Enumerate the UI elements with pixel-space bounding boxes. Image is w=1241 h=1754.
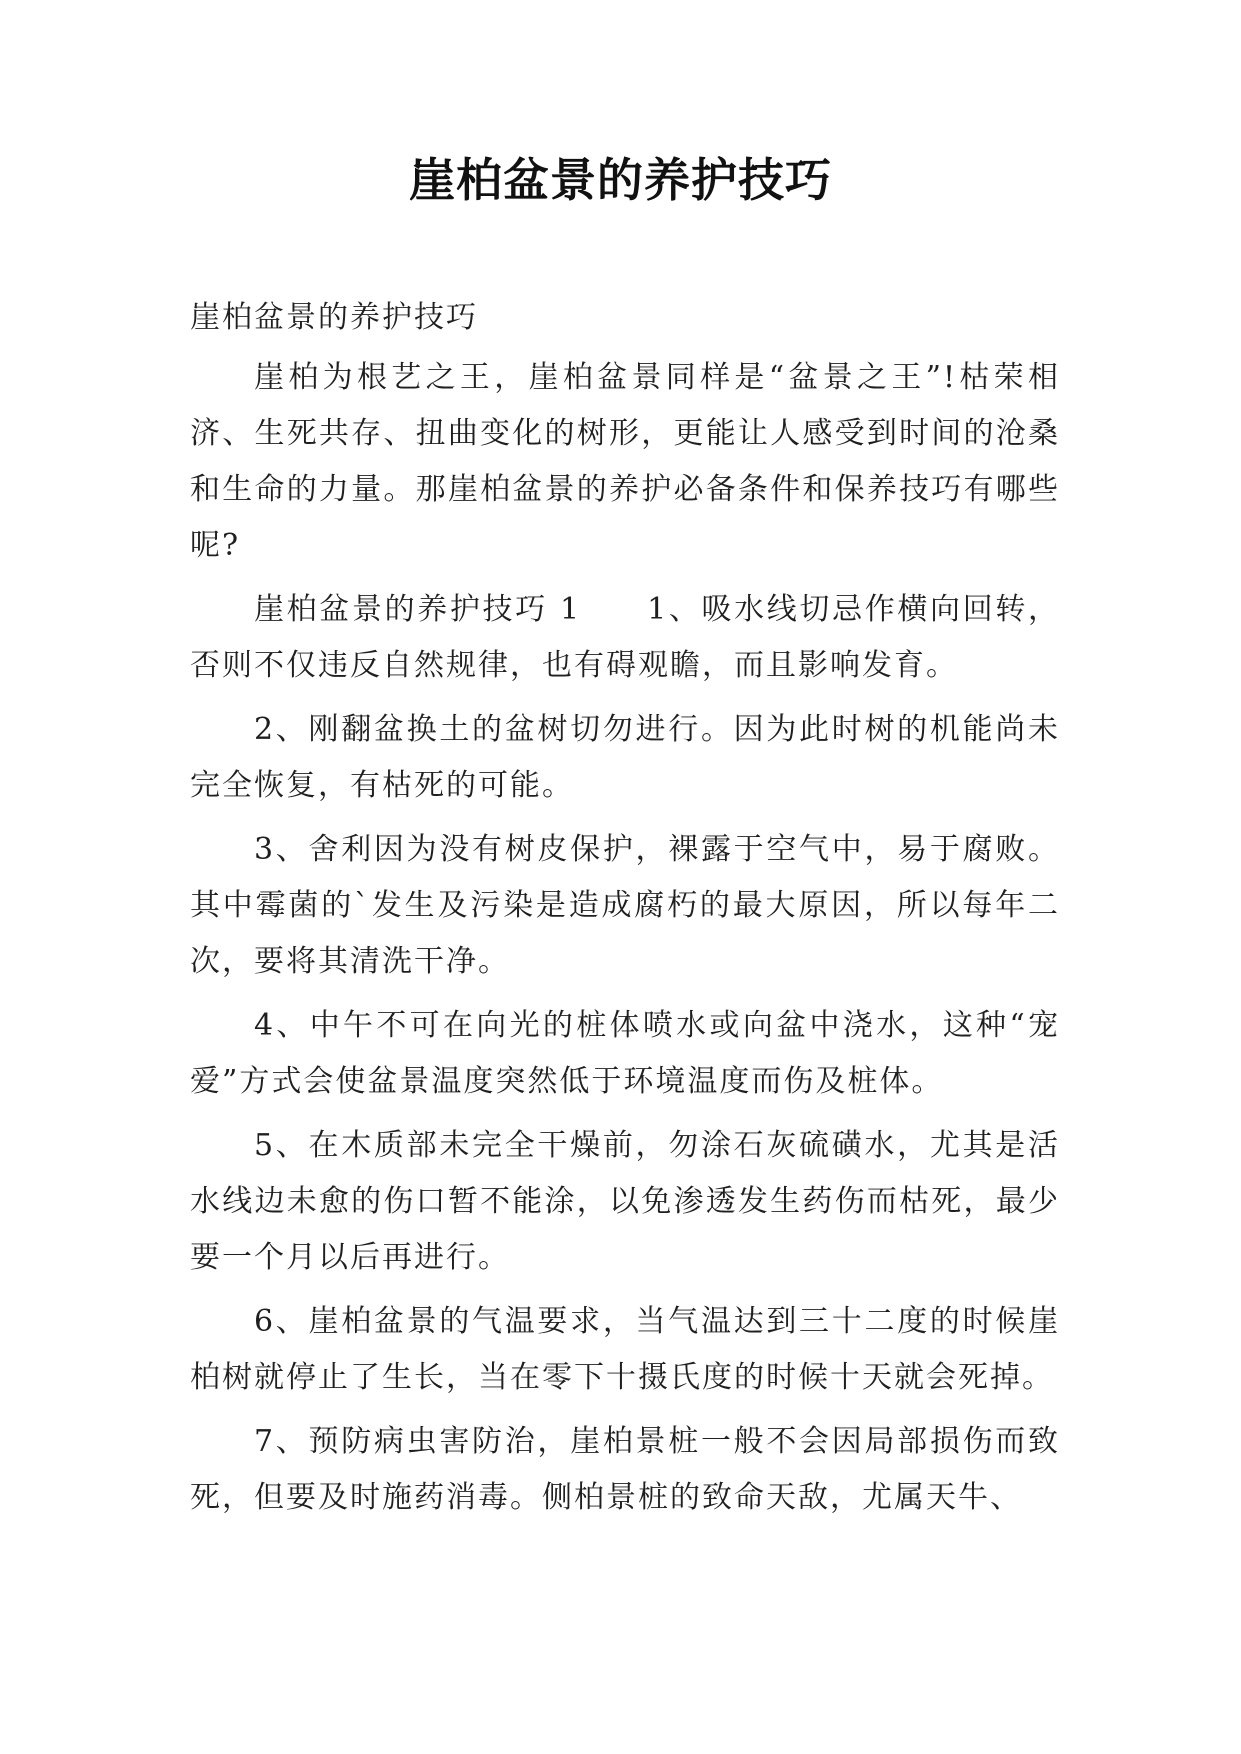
paragraph-tip-7: 7、预防病虫害防治，崖柏景桩一般不会因局部损伤而致死，但要及时施药消毒。侧柏景桩的致命天敌，尤属天牛、	[190, 1424, 1060, 1515]
document-body	[190, 290, 1060, 1534]
paragraph-tip-6: 6、崖柏盆景的气温要求，当气温达到三十二度的时候崖柏树就停止了生长，当在零下十摄氏度的时候十天就会死掉。	[190, 1304, 1060, 1395]
paragraph-tip-3: 3、舍利因为没有树皮保护，裸露于空气中，易于腐败。其中霉菌的`发生及污染是造成腐朽的最大原因，所以每年二次，要将其清洗干净。	[190, 832, 1060, 979]
document-subtitle: 崖柏盆景的养护技巧	[190, 300, 478, 335]
paragraph-tip-5: 5、在木质部未完全干燥前，勿涂石灰硫磺水，尤其是活水线边未愈的伤口暂不能涂，以免渗透发生药伤而枯死，最少要一个月以后再进行。	[190, 1128, 1060, 1275]
document-title: 崖柏盆景的养护技巧	[409, 153, 832, 207]
paragraph-intro: 崖柏为根艺之王，崖柏盆景同样是“盆景之王”!枯荣相济、生死共存、扭曲变化的树形，更能让人感受到时间的沧桑和生命的力量。那崖柏盆景的养护必备条件和保养技巧有哪些呢?	[190, 360, 1060, 563]
paragraph-tip-4: 4、中午不可在向光的桩体喷水或向盆中浇水，这种“宠爱”方式会使盆景温度突然低于环境温度而伤及桩体。	[190, 1008, 1060, 1099]
paragraph-tip-2: 2、刚翻盆换土的盆树切勿进行。因为此时树的机能尚未完全恢复，有枯死的可能。	[190, 712, 1060, 803]
paragraph-tip-1: 崖柏盆景的养护技巧 1 1、吸水线切忌作横向回转，否则不仅违反自然规律，也有碍观瞻，而且影响发育。	[190, 592, 1060, 683]
